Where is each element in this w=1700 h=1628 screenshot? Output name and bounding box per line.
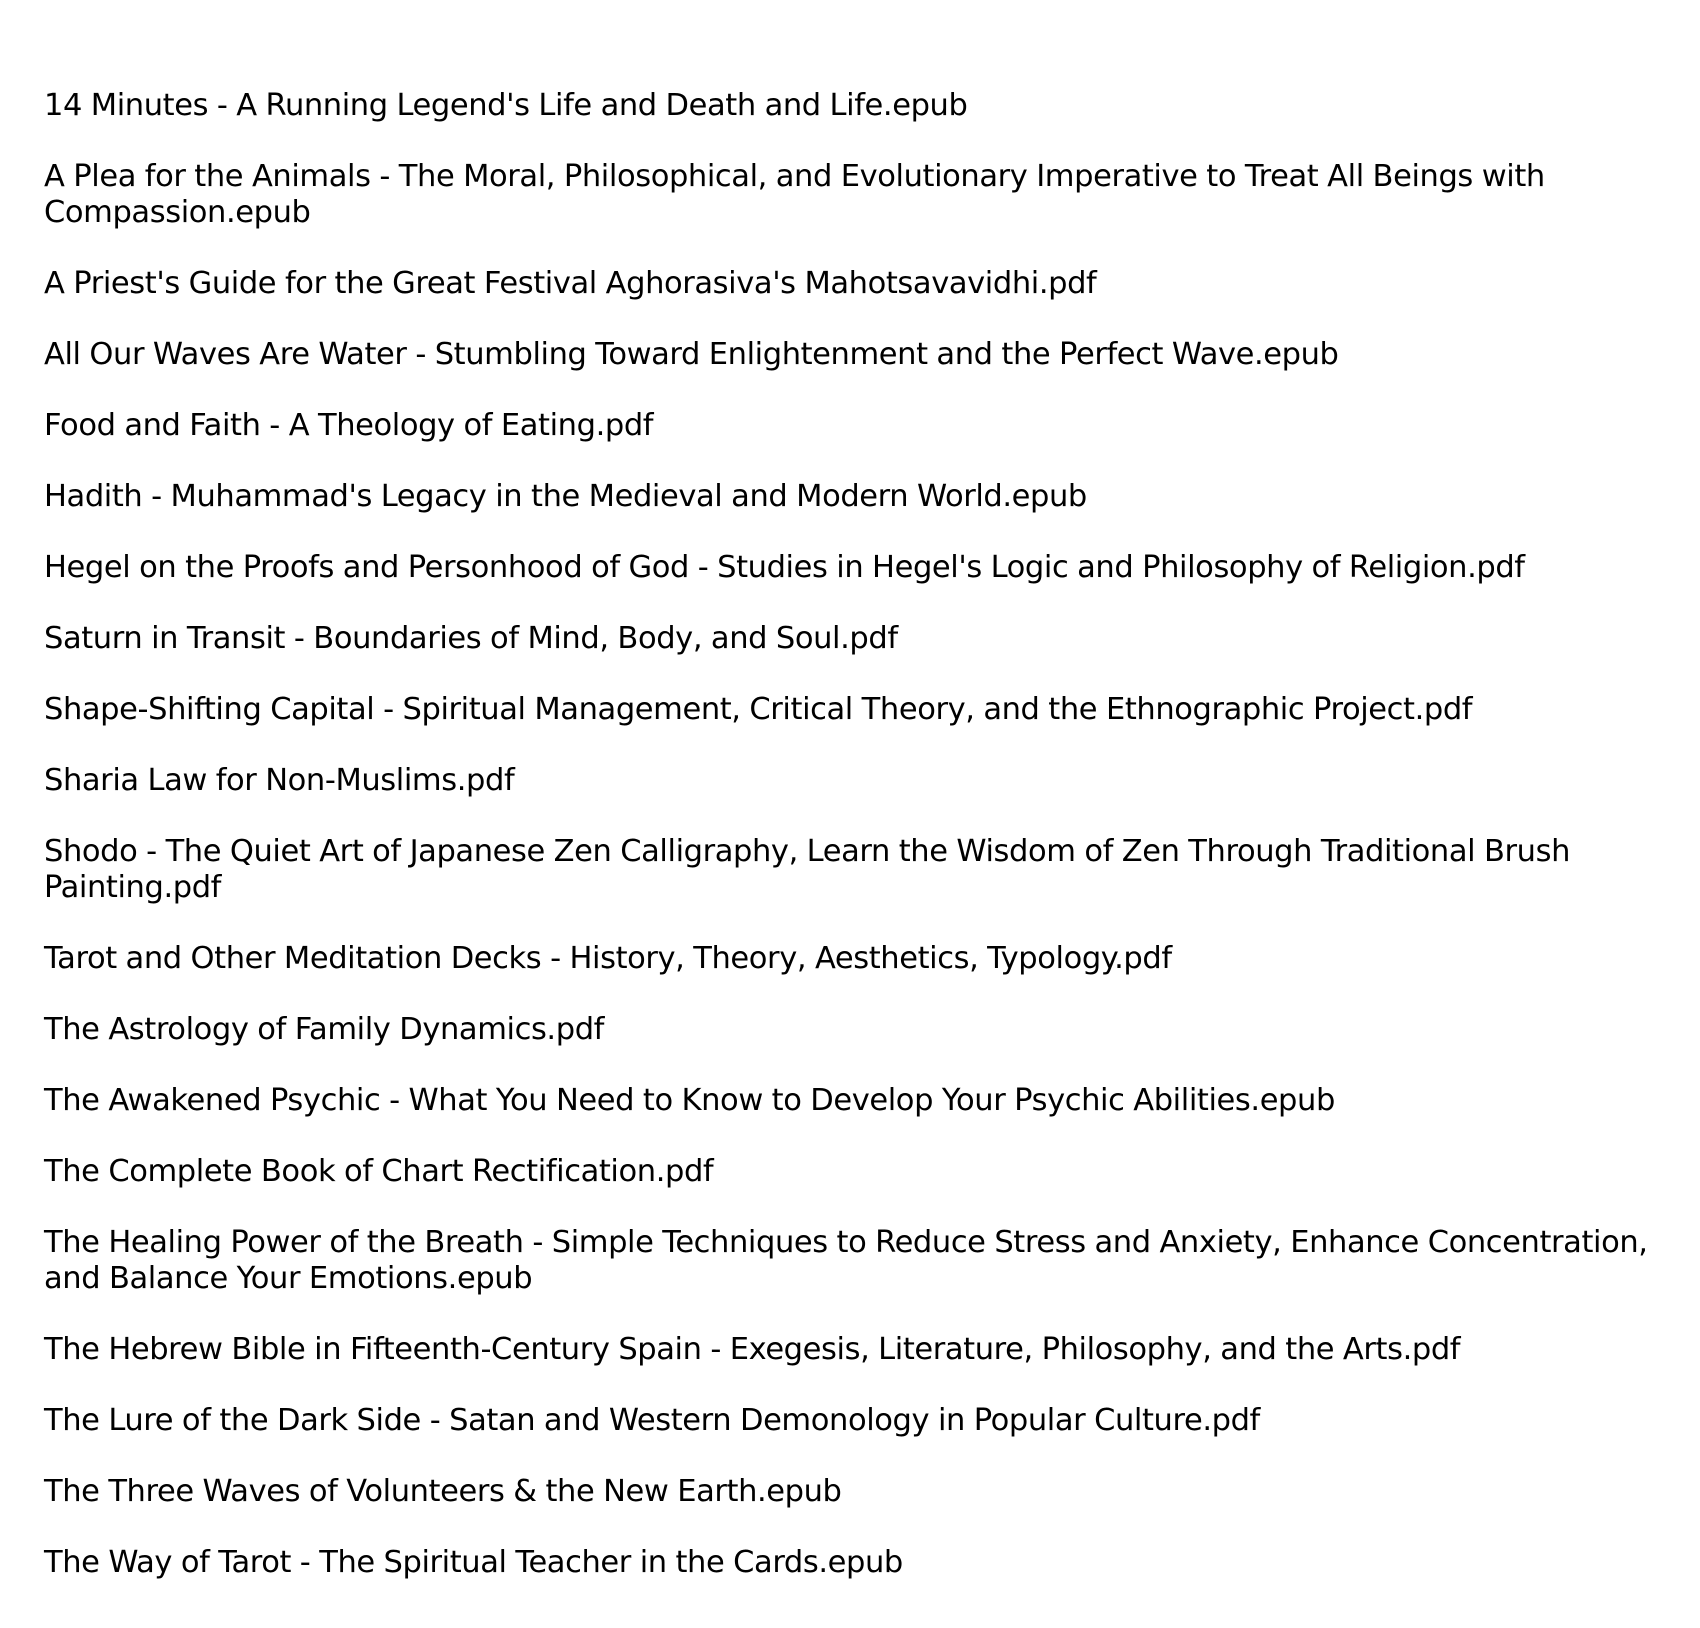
- file-item: The Astrology of Family Dynamics.pdf: [44, 1012, 604, 1047]
- file-item: The Hebrew Bible in Fifteenth-Century Spain - Exegesis, Literature, Philosophy, and the Arts.pdf: [44, 1332, 1461, 1367]
- file-item: Shodo - The Quiet Art of Japanese Zen Calligraphy, Learn the Wisdom of Zen Through Traditional Brush Painting.pdf: [44, 834, 1571, 905]
- file-item: The Three Waves of Volunteers & the New Earth.epub: [44, 1474, 842, 1509]
- file-item: The Way of Tarot - The Spiritual Teacher in the Cards.epub: [44, 1545, 903, 1580]
- file-item: The Awakened Psychic - What You Need to Know to Develop Your Psychic Abilities.epub: [44, 1083, 1335, 1118]
- file-item: Hegel on the Proofs and Personhood of God - Studies in Hegel's Logic and Philosophy of Religion.pdf: [44, 550, 1525, 585]
- file-item: A Plea for the Animals - The Moral, Philosophical, and Evolutionary Imperative to Treat All Beings with Compassion.epub: [44, 159, 1545, 230]
- file-item: All Our Waves Are Water - Stumbling Toward Enlightenment and the Perfect Wave.epub: [44, 337, 1339, 372]
- file-item: The Lure of the Dark Side - Satan and Western Demonology in Popular Culture.pdf: [44, 1403, 1260, 1438]
- file-item: Hadith - Muhammad's Legacy in the Medieval and Modern World.epub: [44, 479, 1087, 514]
- file-list: [44, 88, 1674, 1616]
- file-item: Tarot and Other Meditation Decks - History, Theory, Aesthetics, Typology.pdf: [44, 941, 1172, 976]
- file-item: 14 Minutes - A Running Legend's Life and Death and Life.epub: [44, 88, 968, 123]
- file-item: Food and Faith - A Theology of Eating.pdf: [44, 408, 654, 443]
- file-item: Shape-Shifting Capital - Spiritual Management, Critical Theory, and the Ethnographic Project.pdf: [44, 692, 1473, 727]
- file-item: The Complete Book of Chart Rectification.pdf: [44, 1154, 714, 1189]
- file-item: Saturn in Transit - Boundaries of Mind, Body, and Soul.pdf: [44, 621, 898, 656]
- file-item: Sharia Law for Non-Muslims.pdf: [44, 763, 515, 798]
- file-item: A Priest's Guide for the Great Festival Aghorasiva's Mahotsavavidhi.pdf: [44, 266, 1097, 301]
- file-item: The Healing Power of the Breath - Simple Techniques to Reduce Stress and Anxiety, Enhance Concentration, and Balance Your Emotions.epub: [44, 1225, 1648, 1296]
